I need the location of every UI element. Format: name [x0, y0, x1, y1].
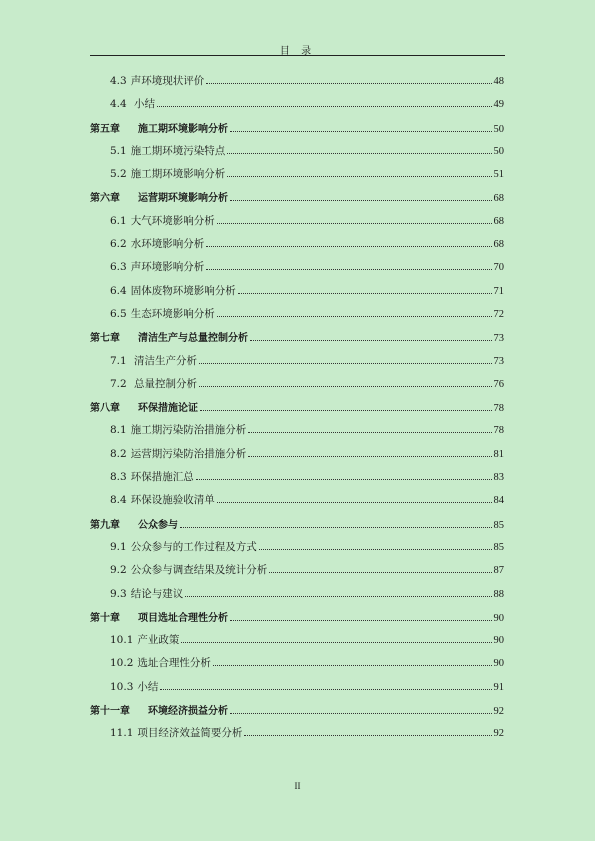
toc-entry-page: 88 [493, 588, 504, 600]
toc-entry-label [110, 632, 179, 647]
toc-entry-page: 78 [493, 403, 504, 415]
toc-entry-page: 51 [493, 169, 504, 181]
toc-entry-number: 7.2 [110, 377, 127, 390]
toc-entry-title: 声环境影响分析 [130, 261, 205, 274]
toc-section-entry[interactable] [90, 73, 504, 96]
dot-leader [250, 340, 492, 341]
toc-chapter-entry[interactable] [90, 609, 504, 632]
toc-entry-label [90, 609, 228, 624]
dot-leader [206, 269, 491, 270]
toc-entry-title: 生态环境影响分析 [130, 307, 215, 320]
toc-entry-number: 6.2 [110, 238, 127, 251]
toc-entry-number: 11.1 [110, 727, 134, 740]
toc-entry-number: 第十章 [90, 612, 120, 624]
toc-section-entry[interactable] [90, 632, 504, 655]
toc-entry-number: 8.2 [110, 447, 127, 460]
dot-leader [196, 479, 492, 480]
toc-entry-page: 84 [493, 495, 504, 507]
dot-leader [230, 713, 492, 714]
toc-entry-title: 环保设施验收清单 [130, 494, 215, 507]
toc-entry-page: 72 [493, 308, 504, 320]
toc-entry-number: 6.5 [110, 307, 127, 320]
dot-leader [269, 572, 491, 573]
toc-entry-title: 小结 [137, 680, 159, 693]
toc-entry-title: 项目经济效益简要分析 [137, 727, 243, 740]
toc-entry-page: 78 [493, 425, 504, 437]
dot-leader [181, 642, 491, 643]
toc-chapter-entry[interactable] [90, 120, 504, 143]
toc-entry-label [110, 655, 211, 670]
page-header-title: 目 录 [279, 46, 316, 57]
toc-entry-label [110, 213, 215, 228]
toc-entry-title: 环保措施论证 [138, 403, 198, 415]
toc-section-entry[interactable] [90, 492, 504, 515]
toc-entry-page: 73 [493, 333, 504, 345]
toc-entry-title: 大气环境影响分析 [130, 214, 215, 227]
toc-section-entry[interactable] [90, 679, 504, 702]
toc-section-entry[interactable] [90, 562, 504, 585]
toc-entry-label [110, 446, 246, 461]
toc-entry-number: 第五章 [90, 123, 120, 135]
toc-entry-page: 73 [493, 355, 504, 367]
toc-entry-label [110, 283, 236, 298]
toc-chapter-entry[interactable] [90, 329, 504, 352]
toc-entry-label [110, 469, 194, 484]
dot-leader [244, 735, 491, 736]
toc-entry-title: 总量控制分析 [130, 377, 198, 390]
toc-entry-page: 50 [493, 145, 504, 157]
dot-leader [230, 620, 492, 621]
toc-entry-page: 92 [493, 728, 504, 740]
toc-entry-number: 10.2 [110, 657, 134, 670]
toc-entry-label [110, 492, 215, 507]
toc-section-entry[interactable] [90, 236, 504, 259]
dot-leader [180, 527, 492, 528]
toc-entry-page: 70 [493, 262, 504, 274]
toc-entry-label [90, 702, 228, 717]
toc-entry-page: 85 [493, 541, 504, 553]
toc-section-entry[interactable] [90, 166, 504, 189]
toc-entry-number: 10.3 [110, 680, 134, 693]
toc-entry-number: 第八章 [90, 403, 120, 415]
toc-section-entry[interactable] [90, 469, 504, 492]
header-divider [90, 55, 505, 56]
toc-entry-number: 9.2 [110, 564, 127, 577]
dot-leader [230, 131, 492, 132]
toc-entry-page: 90 [493, 658, 504, 670]
dot-leader [248, 456, 491, 457]
toc-entry-label [110, 259, 204, 274]
toc-entry-label [110, 679, 158, 694]
toc-entry-page: 49 [493, 99, 504, 111]
toc-entry-label [90, 120, 228, 135]
toc-entry-title: 施工期环境影响分析 [130, 168, 226, 181]
dot-leader [238, 293, 492, 294]
toc-entry-page: 76 [493, 378, 504, 390]
toc-entry-title: 施工期污染防治措施分析 [130, 424, 247, 437]
toc-entry-label [110, 422, 246, 437]
dot-leader [157, 106, 491, 107]
toc-entry-title: 施工期环境影响分析 [138, 123, 228, 135]
dot-leader [200, 410, 492, 411]
toc-entry-label [110, 353, 197, 368]
toc-entry-number: 10.1 [110, 634, 134, 647]
toc-entry-title: 声环境现状评价 [130, 75, 205, 87]
toc-section-entry[interactable] [90, 96, 504, 119]
dot-leader [259, 549, 492, 550]
toc-entry-number: 8.3 [110, 471, 127, 484]
dot-leader [217, 502, 492, 503]
dot-leader [248, 432, 491, 433]
toc-entry-label [110, 73, 204, 88]
dot-leader [206, 246, 491, 247]
toc-entry-title: 运营期环境影响分析 [138, 193, 228, 205]
toc-entry-number: 6.4 [110, 284, 127, 297]
toc-entry-title: 清洁生产分析 [130, 354, 198, 367]
toc-section-entry[interactable] [90, 143, 504, 166]
dot-leader [227, 176, 491, 177]
toc-entry-title: 环保措施汇总 [130, 471, 194, 484]
toc-entry-title: 选址合理性分析 [137, 657, 211, 670]
toc-entry-number: 6.1 [110, 214, 127, 227]
toc-section-entry[interactable] [90, 306, 504, 329]
toc-entry-page: 87 [493, 565, 504, 577]
toc-entry-page: 83 [493, 472, 504, 484]
toc-entry-page: 68 [493, 239, 504, 251]
toc-entry-title: 公众参与 [138, 519, 178, 531]
toc-entry-page: 68 [493, 215, 504, 227]
toc-entry-title: 清洁生产与总量控制分析 [138, 333, 248, 345]
toc-section-entry[interactable] [90, 586, 504, 609]
toc-entry-number: 5.1 [110, 144, 127, 157]
toc-entry-label [90, 399, 198, 414]
toc-entry-number: 4.4 [110, 98, 127, 111]
toc-entry-page: 90 [493, 612, 504, 624]
toc-entry-number: 第六章 [90, 193, 120, 205]
toc-entry-number: 9.1 [110, 540, 127, 553]
toc-entry-title: 小结 [130, 98, 156, 111]
toc-section-entry[interactable] [90, 353, 504, 376]
dot-leader [160, 689, 491, 690]
toc-entry-title: 产业政策 [137, 634, 180, 647]
toc-entry-number: 8.1 [110, 424, 127, 437]
toc-section-entry[interactable] [90, 376, 504, 399]
toc-entry-label [90, 189, 228, 204]
toc-section-entry[interactable] [90, 539, 504, 562]
footer-page-number: II [294, 781, 301, 791]
toc-section-entry[interactable] [90, 655, 504, 678]
dot-leader [206, 83, 491, 84]
toc-entry-label [110, 376, 197, 391]
toc-entry-title: 环境经济损益分析 [148, 706, 228, 718]
toc-entry-label [90, 516, 178, 531]
table-of-contents [90, 73, 504, 749]
toc-entry-page: 85 [493, 519, 504, 531]
dot-leader [199, 386, 491, 387]
toc-entry-label [110, 236, 204, 251]
dot-leader [217, 316, 492, 317]
toc-section-entry[interactable] [90, 259, 504, 282]
dot-leader [230, 200, 492, 201]
toc-section-entry[interactable] [90, 283, 504, 306]
toc-entry-label [110, 306, 215, 321]
toc-entry-label [110, 539, 257, 554]
toc-section-entry[interactable] [90, 446, 504, 469]
toc-entry-title: 施工期环境污染特点 [130, 144, 226, 157]
toc-entry-label [110, 96, 155, 111]
toc-entry-page: 92 [493, 706, 504, 718]
toc-entry-label [110, 586, 183, 601]
toc-chapter-entry[interactable] [90, 516, 504, 539]
toc-entry-title: 公众参与调查结果及统计分析 [130, 564, 268, 577]
toc-section-entry[interactable] [90, 422, 504, 445]
toc-entry-page: 91 [493, 681, 504, 693]
toc-chapter-entry[interactable] [90, 189, 504, 212]
toc-entry-label [90, 329, 248, 344]
toc-entry-page: 90 [493, 635, 504, 647]
toc-section-entry[interactable] [90, 725, 504, 748]
toc-entry-page: 81 [493, 448, 504, 460]
toc-entry-page: 50 [493, 123, 504, 135]
toc-entry-title: 结论与建议 [130, 587, 184, 600]
toc-entry-label [110, 562, 267, 577]
toc-entry-title: 运营期污染防治措施分析 [130, 447, 247, 460]
dot-leader [217, 223, 492, 224]
toc-section-entry[interactable] [90, 213, 504, 236]
toc-entry-title: 公众参与的工作过程及方式 [130, 540, 257, 553]
toc-entry-title: 固体废物环境影响分析 [130, 284, 236, 297]
dot-leader [199, 363, 491, 364]
toc-entry-number: 4.3 [110, 75, 127, 87]
dot-leader [185, 596, 491, 597]
dot-leader [213, 665, 492, 666]
toc-entry-title: 项目选址合理性分析 [138, 612, 228, 624]
toc-entry-number: 6.3 [110, 261, 127, 274]
toc-entry-label [110, 166, 225, 181]
toc-entry-number: 7.1 [110, 354, 127, 367]
toc-entry-label [110, 725, 242, 740]
toc-entry-page: 68 [493, 193, 504, 205]
toc-entry-number: 9.3 [110, 587, 127, 600]
toc-entry-page: 48 [493, 76, 504, 87]
toc-entry-title: 水环境影响分析 [130, 238, 205, 251]
toc-entry-number: 8.4 [110, 494, 127, 507]
toc-chapter-entry[interactable] [90, 399, 504, 422]
toc-entry-page: 71 [493, 285, 504, 297]
dot-leader [227, 153, 491, 154]
toc-entry-number: 第九章 [90, 519, 120, 531]
toc-chapter-entry[interactable] [90, 702, 504, 725]
toc-entry-number: 5.2 [110, 168, 127, 181]
toc-entry-number: 第十一章 [90, 706, 130, 718]
toc-entry-label [110, 143, 225, 158]
toc-entry-number: 第七章 [90, 333, 120, 345]
